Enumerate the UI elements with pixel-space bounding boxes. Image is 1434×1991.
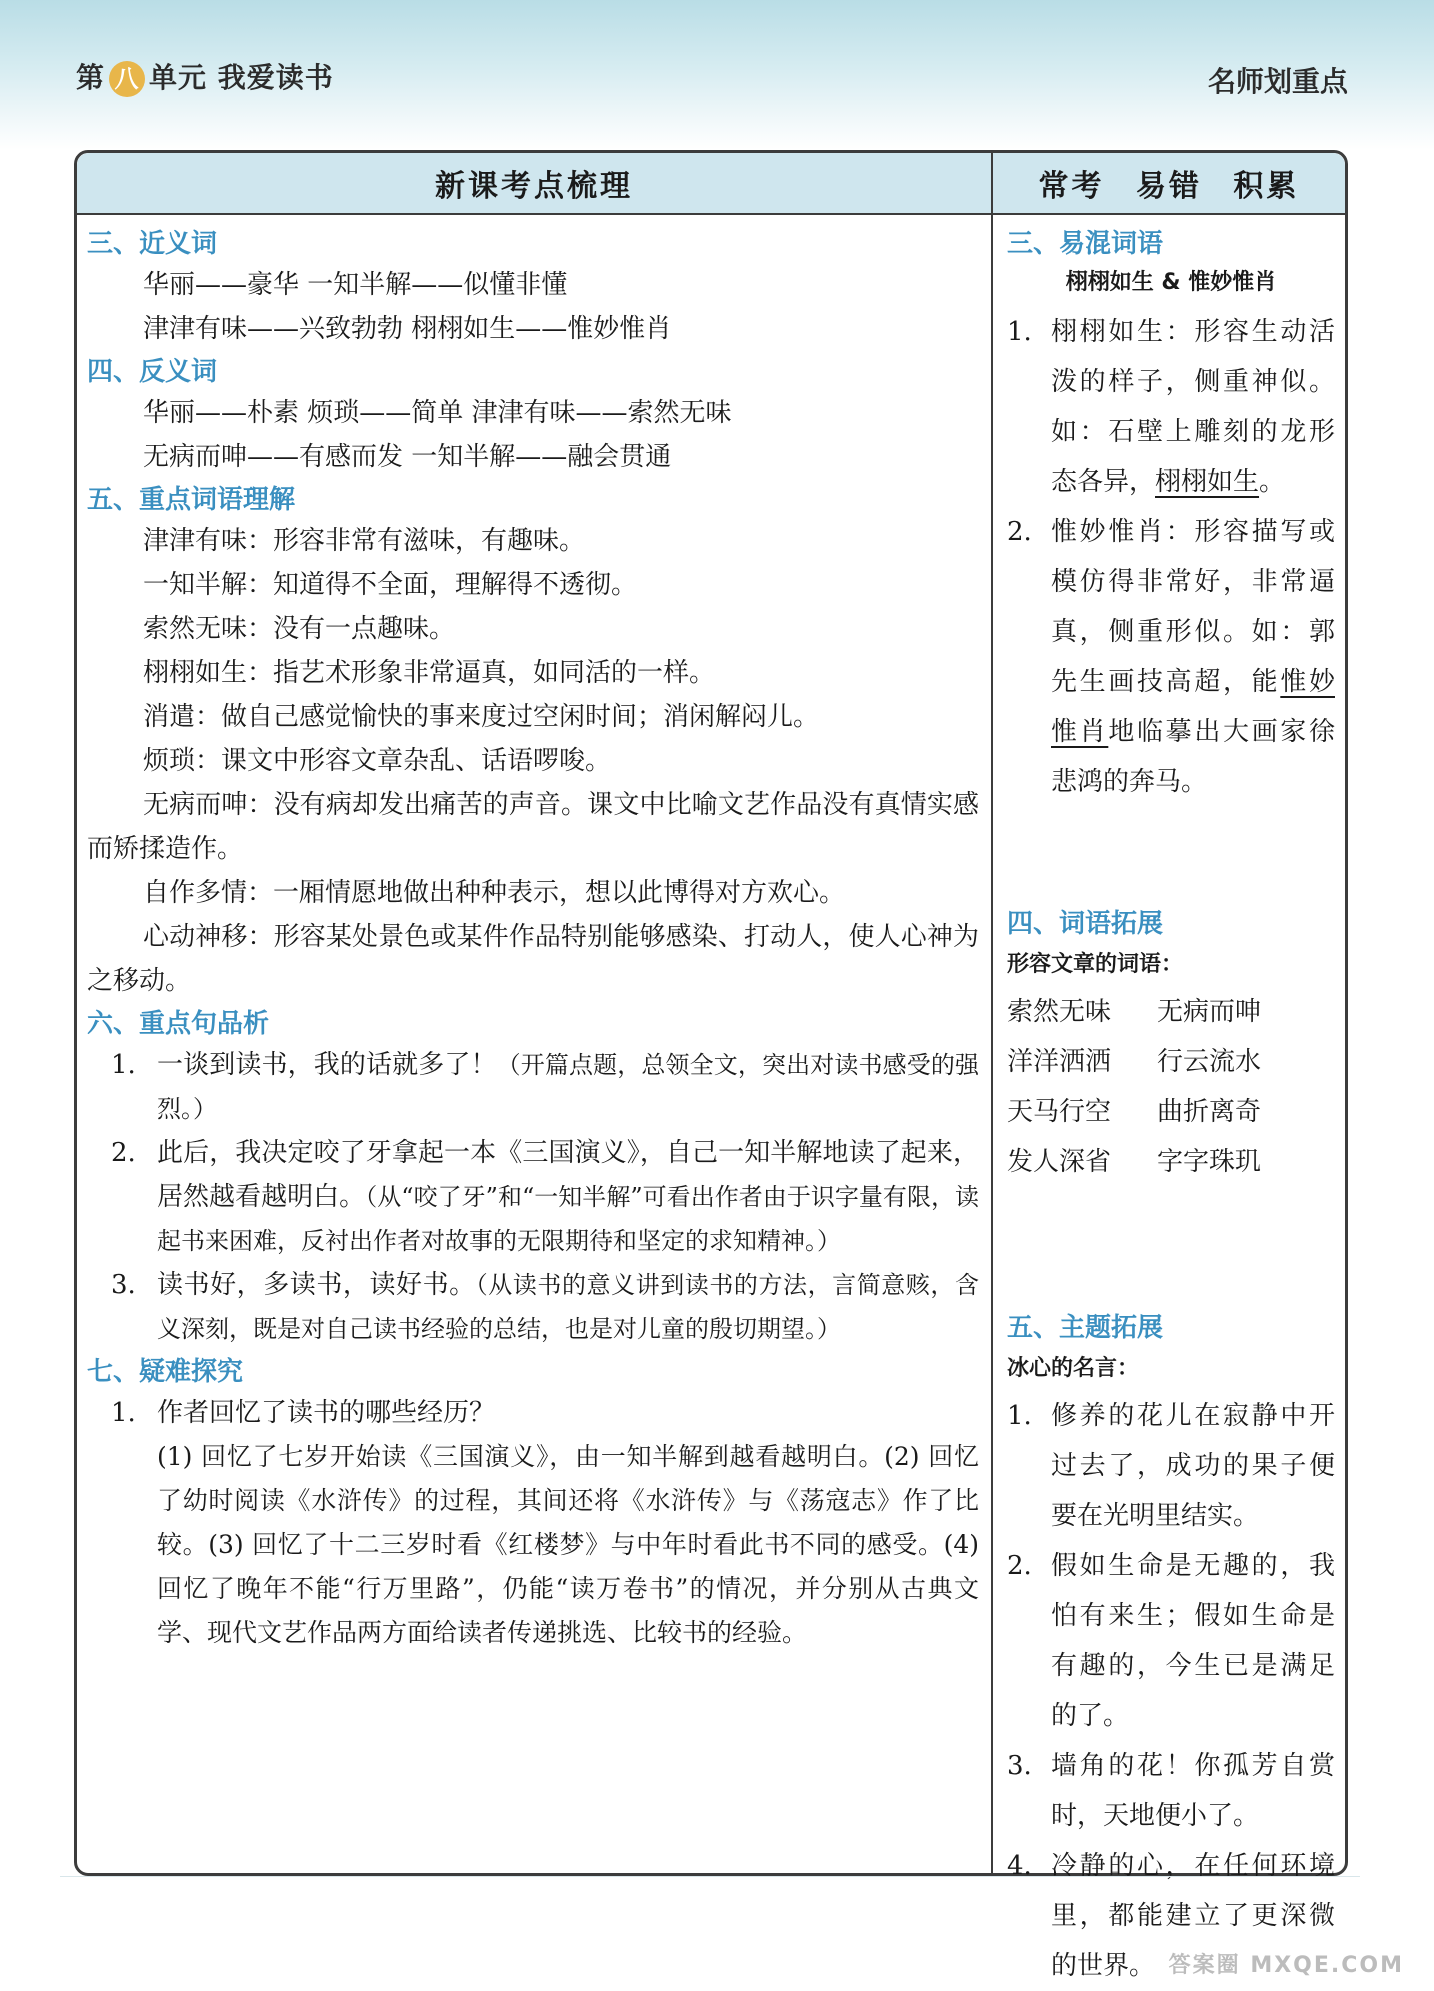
sentence-item	[87, 1263, 979, 1351]
page-series-title: 名师划重点	[1207, 65, 1348, 98]
quote-item	[1007, 1541, 1335, 1741]
item-number: 3.	[111, 1270, 136, 1300]
sentence-text: 此后，我决定咬了牙拿起一本《三国演义》，自己一知半解地读了起来，居然越看越明白。	[157, 1138, 979, 1212]
quote-text: 墙角的花！你孤芳自赏时，天地便小了。	[1051, 1751, 1335, 1831]
section-confusing-words-title: 三、易混词语	[1007, 229, 1164, 259]
inquiry-answer: (1) 回忆了七岁开始读《三国演义》，由一知半解到越看越明白。(2) 回忆了幼时阅读《水浒传》的过程，其间还将《水浒传》与《荡寇志》作了比较。(3) 回忆了十二三岁时看《红楼梦》与中年时看此书不同的感受。(4) 回忆了晚年不能“行万里路”，仍能“读万卷书”的情况，并分别从古典文学、现代文艺作品两方面给读者传递挑选、比较书的经验。	[157, 1442, 979, 1647]
sentence-text: 一谈到读书，我的话就多了！	[157, 1050, 497, 1080]
right-column	[1007, 223, 1335, 1991]
bottom-rule	[60, 1876, 1360, 1877]
underlined-example: 惟妙惟肖	[1051, 667, 1335, 747]
section-sentences-title: 六、重点句品析	[87, 1009, 270, 1039]
unit-prefix: 第	[76, 61, 106, 94]
synonym-line: 津津有味——兴致勃勃 栩栩如生——惟妙惟肖	[143, 314, 672, 344]
definition-paragraph: 自作多情：一厢情愿地做出种种表示，想以此博得对方欢心。	[143, 878, 846, 908]
item-number: 3.	[1007, 1751, 1032, 1781]
left-column-heading: 新课考点梳理	[77, 153, 991, 215]
synonym-line: 华丽——豪华 一知半解——似懂非懂	[143, 270, 568, 300]
definition-line: 消遣：做自己感觉愉快的事来度过空闲时间；消闲解闷儿。	[143, 702, 820, 732]
item-text: 惟妙惟肖：形容描写或模仿得非常好，非常逼真，侧重形似。如：郭先生画技高超，能	[1051, 517, 1335, 697]
unit-name: 单元 我爱读书	[149, 61, 334, 94]
underlined-example: 栩栩如生	[1155, 467, 1260, 497]
quote-item	[1007, 1391, 1335, 1541]
confusing-word-item	[1007, 307, 1335, 507]
section-synonyms-title: 三、近义词	[87, 229, 218, 259]
item-number: 2.	[1007, 1551, 1032, 1581]
quote-text: 假如生命是无趣的，我怕有来生；假如生命是有趣的，今生已是满足的了。	[1051, 1551, 1335, 1731]
definition-paragraph: 无病而呻：没有病却发出痛苦的声音。课文中比喻文艺作品没有真情实感而矫揉造作。	[87, 790, 979, 864]
left-column	[87, 223, 979, 1655]
sentence-item	[87, 1131, 979, 1263]
section-word-expansion-title: 四、词语拓展	[1007, 909, 1164, 939]
unit-number-badge: 八	[109, 61, 145, 97]
item-number: 2.	[1007, 517, 1032, 547]
item-text: 栩栩如生：形容生动活泼的样子，侧重神似。如：石壁上雕刻的龙形态各异，	[1051, 317, 1335, 497]
word: 天马行空	[1007, 1097, 1112, 1127]
right-column-heading: 常考 易错 积累	[993, 153, 1345, 215]
word-expansion-label: 形容文章的词语：	[1007, 952, 1184, 977]
item-number: 1.	[111, 1398, 136, 1428]
word: 发人深省	[1007, 1147, 1112, 1177]
sentence-note: （从读书的意义讲到读书的方法，言简意赅，含义深刻，既是对自己读书经验的总结，也是对儿童的殷切期望。）	[157, 1271, 979, 1343]
definition-line: 索然无味：没有一点趣味。	[143, 614, 456, 644]
word: 索然无味	[1007, 997, 1112, 1027]
quote-text: 修养的花儿在寂静中开过去了，成功的果子便要在光明里结实。	[1051, 1401, 1335, 1531]
section-antonyms-title: 四、反义词	[87, 357, 218, 387]
section-theme-expansion-title: 五、主题拓展	[1007, 1313, 1164, 1343]
word-pair-row	[1007, 1087, 1335, 1137]
unit-title	[76, 56, 334, 97]
item-number: 1.	[111, 1050, 136, 1080]
definition-line: 栩栩如生：指艺术形象非常逼真，如同活的一样。	[143, 658, 716, 688]
inquiry-question	[87, 1391, 979, 1435]
definition-paragraph: 心动神移：形容某处景色或某件作品特别能够感染、打动人，使人心神为之移动。	[87, 922, 979, 996]
section-key-words-title: 五、重点词语理解	[87, 485, 296, 515]
word-pair-row	[1007, 1037, 1335, 1087]
sentence-note: （开篇点题，总领全文，突出对读书感受的强烈。）	[157, 1051, 979, 1123]
item-text-end: 。	[1259, 467, 1286, 497]
item-number: 2.	[111, 1138, 136, 1168]
definition-line: 烦琐：课文中形容文章杂乱、话语啰唆。	[143, 746, 612, 776]
quote-text: 冷静的心，在任何环境里，都能建立了更深微的世界。	[1051, 1851, 1335, 1981]
word: 洋洋洒洒	[1007, 1047, 1112, 1077]
site-watermark: 答案圈 MXQE.COM	[1168, 1953, 1404, 1978]
confusing-word-item	[1007, 507, 1335, 807]
confusing-words-subtitle: 栩栩如生 & 惟妙惟肖	[1065, 270, 1277, 295]
word: 字字珠玑	[1157, 1147, 1262, 1177]
quotes-label: 冰心的名言：	[1007, 1356, 1140, 1381]
sentence-note: （从“咬了牙”和“一知半解”可看出作者由于识字量有限，读起书来困难，反衬出作者对故事的无限期待和坚定的求知精神。）	[157, 1183, 979, 1255]
sentence-text: 读书好，多读书，读好书。	[157, 1270, 476, 1300]
column-divider	[991, 153, 993, 1873]
item-text-end: 地临摹出大画家徐悲鸿的奔马。	[1051, 717, 1335, 797]
definition-line: 津津有味：形容非常有滋味，有趣味。	[143, 526, 586, 556]
word-pair-row	[1007, 1137, 1335, 1187]
word: 曲折离奇	[1157, 1097, 1262, 1127]
word: 行云流水	[1157, 1047, 1262, 1077]
item-number: 1.	[1007, 1401, 1032, 1431]
sentence-item	[87, 1043, 979, 1131]
antonym-line: 无病而呻——有感而发 一知半解——融会贯通	[143, 442, 672, 472]
quote-item	[1007, 1741, 1335, 1841]
item-number: 1.	[1007, 317, 1032, 347]
item-number: 4.	[1007, 1851, 1032, 1881]
antonym-line: 华丽——朴素 烦琐——简单 津津有味——索然无味	[143, 398, 732, 428]
word-pair-row	[1007, 987, 1335, 1037]
word: 无病而呻	[1157, 997, 1262, 1027]
question-text: 作者回忆了读书的哪些经历？	[157, 1398, 496, 1428]
section-inquiry-title: 七、疑难探究	[87, 1357, 244, 1387]
definition-line: 一知半解：知道得不全面，理解得不透彻。	[143, 570, 638, 600]
